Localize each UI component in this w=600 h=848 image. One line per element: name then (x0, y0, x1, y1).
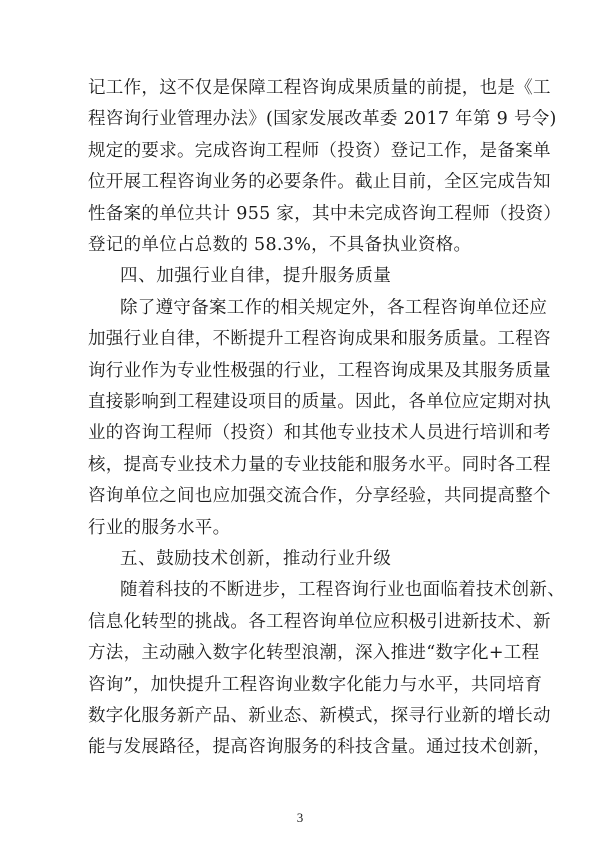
body-text-line: 除了遵守备案工作的相关规定外，各工程咨询单位还应 (120, 297, 548, 318)
body-text-line: 方法，主动融入数字化转型浪潮，深入推进“数字化+工程 (88, 643, 540, 664)
body-text-line: 记工作，这不仅是保障工程咨询成果质量的前提，也是《工 (88, 78, 551, 98)
page-number: 3 (296, 810, 304, 825)
body-text-line: 随着科技的不断进步，工程咨询行业也面临着技术创新、 (120, 580, 565, 601)
section-heading: 四、加强行业自律，提升服务质量 (120, 266, 392, 287)
body-text-line: 行业的服务水平。 (88, 517, 231, 538)
body-text-line: 询行业作为专业性极强的行业，工程咨询成果及其服务质量 (88, 360, 551, 381)
body-text-line: 规定的要求。完成咨询工程师（投资）登记工作，是备案单 (88, 140, 551, 161)
body-text-line: 登记的单位占总数的 58.3%，不具备执业资格。 (88, 235, 472, 255)
body-text-line: 位开展工程咨询业务的必要条件。截止目前，全区完成告知 (88, 172, 551, 193)
body-text-line: 信息化转型的挑战。各工程咨询单位应积极引进新技术、新 (88, 611, 551, 632)
body-text-line: 性备案的单位共计 955 家，其中未完成咨询工程师（投资） (88, 203, 562, 224)
body-text-line: 业的咨询工程师（投资）和其他专业技术人员进行培训和考 (88, 423, 551, 444)
body-text-line: 咨询”，加快提升工程咨询业数字化能力与水平，共同培育 (88, 674, 543, 695)
section-heading: 五、鼓励技术创新，推动行业升级 (120, 549, 392, 569)
body-text-line: 程咨询行业管理办法》(国家发展改革委 2017 年第 9 号令) (88, 109, 557, 130)
body-text-line: 咨询单位之间也应加强交流合作，分享经验，共同提高整个 (88, 486, 551, 507)
body-text-line: 直接影响到工程建设项目的质量。因此，各单位应定期对执 (88, 392, 551, 412)
body-text-line: 数字化服务新产品、新业态、新模式，探寻行业新的增长动 (88, 706, 551, 726)
body-text-line: 能与发展路径，提高咨询服务的科技含量。通过技术创新， (88, 737, 551, 758)
body-text-line: 核，提高专业技术力量的专业技能和服务水平。同时各工程 (88, 454, 551, 475)
body-text-line: 加强行业自律，不断提升工程咨询成果和服务质量。工程咨 (88, 329, 551, 350)
